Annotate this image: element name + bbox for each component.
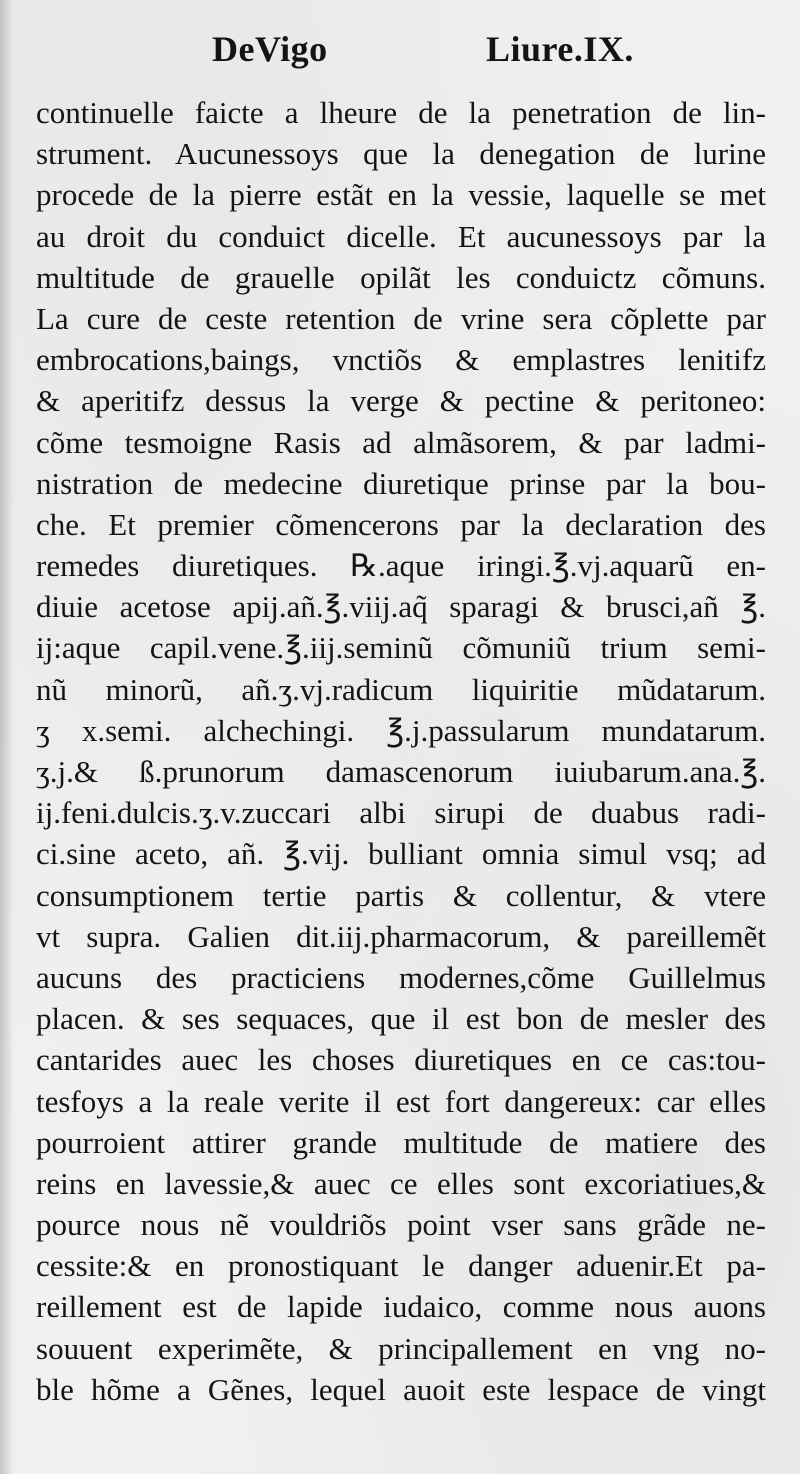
text-line: diuie acetose apij.añ.℥.viij.aq̃ sparagi & brusci,añ ℥. <box>36 589 766 625</box>
text-line: cantarides auec les choses diuretiques en ce cas:tou- <box>36 1042 766 1078</box>
text-line: ʒ.j.& ß.prunorum damascenorum iuiubarum.ana.℥. <box>36 754 766 789</box>
text-line: remedes diuretiques. ℞.aque iringi.℥.vj.aquarũ en- <box>36 548 766 584</box>
text-line: strument. Aucunessoys que la denegation de lurine <box>36 136 766 172</box>
text-line: pource nous nẽ vouldriõs point vser sans grãde ne- <box>36 1207 766 1243</box>
body-text <box>36 92 766 1410</box>
text-line: multitude de grauelle opilãt les conduictz cõmuns. <box>36 259 766 295</box>
text-line: continuelle faicte a lheure de la penetration de lin- <box>36 95 766 130</box>
text-line: ble hõme a Gẽnes, lequel auoit este lespace de vingt <box>36 1371 766 1407</box>
running-head <box>0 26 800 86</box>
text-line: souuent experimẽte, & principallement en vng no- <box>36 1330 766 1366</box>
text-line: & aperitifz dessus la verge & pectine & peritoneo: <box>36 383 766 419</box>
text-line: tesfoys a la reale verite il est fort dangereux: car elles <box>36 1083 766 1119</box>
text-line: cessite:& en pronostiquant le danger aduenir.Et pa- <box>36 1248 766 1284</box>
page-gutter-shadow <box>0 0 14 1474</box>
text-line: nistration de medecine diuretique prinse par la bou- <box>36 465 766 501</box>
text-line: vt supra. Galien dit.iij.pharmacorum, & pareillemẽt <box>36 918 766 954</box>
text-line: embrocations,baings, vnctiõs & emplastres lenitifz <box>36 342 766 378</box>
text-line: procede de la pierre estãt en la vessie, laquelle se met <box>36 177 766 213</box>
text-line: ci.sine aceto, añ. ℥.vij. bulliant omnia simul vsq; ad <box>36 836 766 872</box>
text-line: reins en lavessie,& auec ce elles sont excoriatiues,& <box>36 1165 766 1201</box>
text-line: che. Et premier cõmencerons par la declaration des <box>36 506 766 542</box>
text-line: ij:aque capil.vene.℥.iij.seminũ cõmuniũ trium semi- <box>36 630 766 666</box>
text-line: ij.feni.dulcis.ʒ.v.zuccari albi sirupi de duabus radi- <box>36 795 766 831</box>
running-head-book: Liure.IX. <box>486 29 634 69</box>
text-line: pourroient attirer grande multitude de matiere des <box>36 1124 766 1160</box>
text-line: nũ minorũ, añ.ʒ.vj.radicum liquiritie mũdatarum. <box>36 671 766 707</box>
text-line: placen. & ses sequaces, que il est bon de mesler des <box>36 1001 766 1037</box>
text-line: consumptionem tertie partis & collentur, & vtere <box>36 877 766 913</box>
text-line: au droit du conduict dicelle. Et aucunessoys par la <box>36 218 766 254</box>
text-line: reillement est de lapide iudaico, comme nous auons <box>36 1289 766 1325</box>
text-line: La cure de ceste retention de vrine sera cõplette par <box>36 300 766 336</box>
running-head-author: DeVigo <box>212 29 328 69</box>
text-line: aucuns des practiciens modernes,cõme Guillelmus <box>36 959 766 995</box>
text-line: cõme tesmoigne Rasis ad almãsorem, & par ladmi- <box>36 424 766 460</box>
text-line: ʒ x.semi. alchechingi. ℥.j.passularum mundatarum. <box>36 712 766 748</box>
